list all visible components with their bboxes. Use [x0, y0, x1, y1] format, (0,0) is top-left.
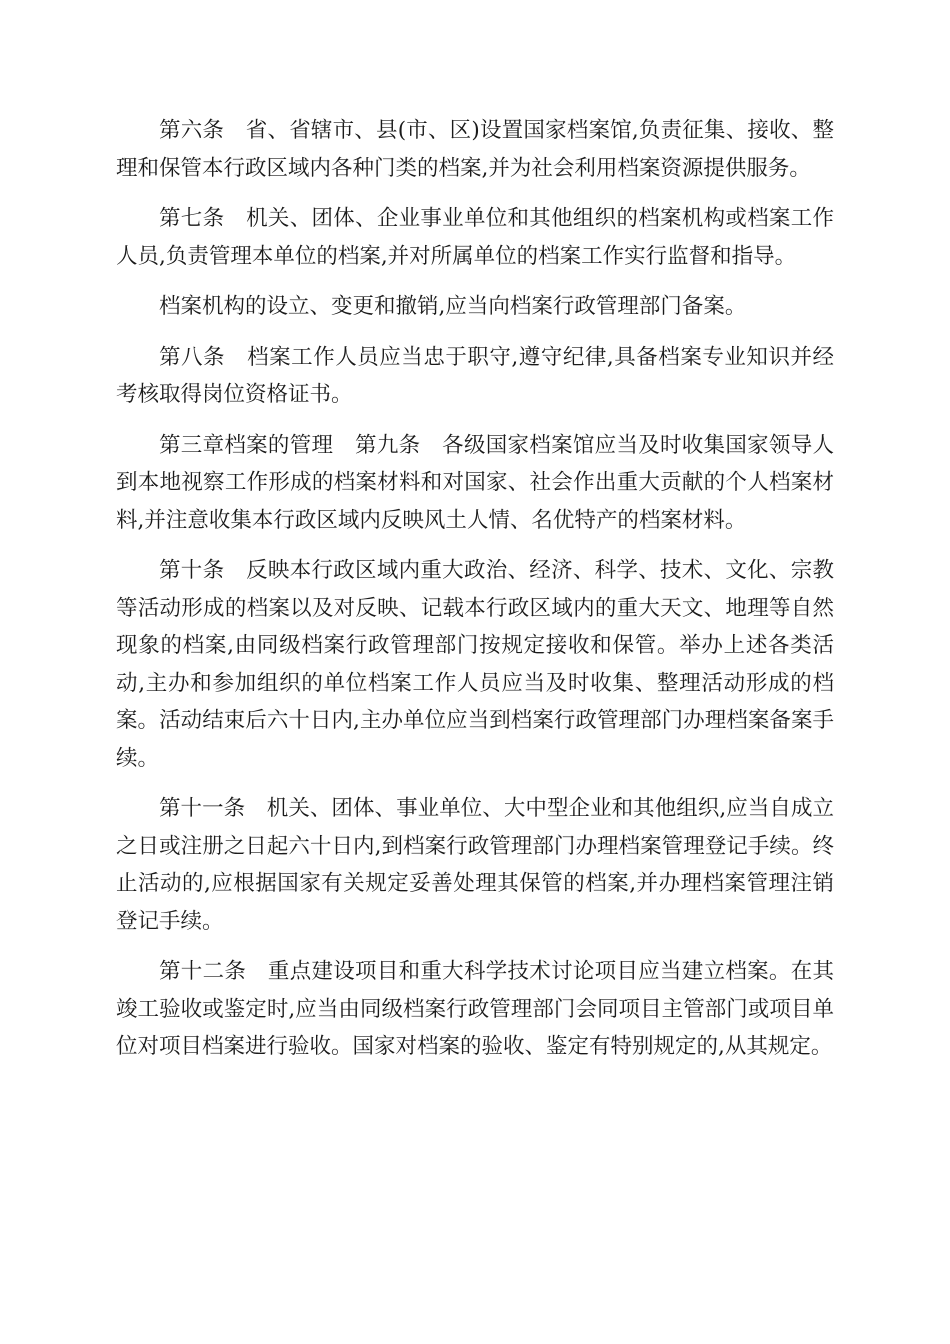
article-10-paragraph: 第十条 反映本行政区域内重大政治、经济、科学、技术、文化、宗教等活动形成的档案以及对反映、记载本行政区域内的重大天文、地理等自然现象的档案,由同级档案行政管理部门按规定接收和保管。举办上述各类活动,主办和参加组织的单位档案工作人员应当及时收集、整理活动形成的档案。活动结束后六十日内,主办单位应当到档案行政管理部门办理档案备案手续。: [116, 558, 834, 771]
article-12-paragraph: 第十二条 重点建设项目和重大科学技术讨论项目应当建立档案。在其竣工验收或鉴定时,应当由同级档案行政管理部门会同项目主管部门或项目单位对项目档案进行验收。国家对档案的验收、鉴定有特别规定的,从其规定。: [116, 959, 834, 1059]
article-8-paragraph: 第八条 档案工作人员应当忠于职守,遵守纪律,具备档案专业知识并经考核取得岗位资格证书。: [116, 344, 834, 407]
article-11-paragraph: 第十一条 机关、团体、事业单位、大中型企业和其他组织,应当自成立之日或注册之日起六十日内,到档案行政管理部门办理档案管理登记手续。终止活动的,应根据国家有关规定妥善处理其保管的档案,并办理档案管理注销登记手续。: [116, 796, 834, 934]
article-7-paragraph: 第七条 机关、团体、企业事业单位和其他组织的档案机构或档案工作人员,负责管理本单位的档案,并对所属单位的档案工作实行监督和指导。: [116, 206, 834, 269]
article-6-paragraph: 第六条 省、省辖市、县(市、区)设置国家档案馆,负责征集、接收、整理和保管本行政区域内各种门类的档案,并为社会利用档案资源提供服务。: [116, 118, 834, 181]
archive-institution-paragraph: 档案机构的设立、变更和撤销,应当向档案行政管理部门备案。: [159, 294, 747, 319]
article-9-paragraph: 第三章档案的管理 第九条 各级国家档案馆应当及时收集国家领导人到本地视察工作形成的档案材料和对国家、社会作出重大贡献的个人档案材料,并注意收集本行政区域内反映风土人情、名优特产的档案材料。: [116, 432, 834, 533]
document-page: [116, 112, 834, 1079]
